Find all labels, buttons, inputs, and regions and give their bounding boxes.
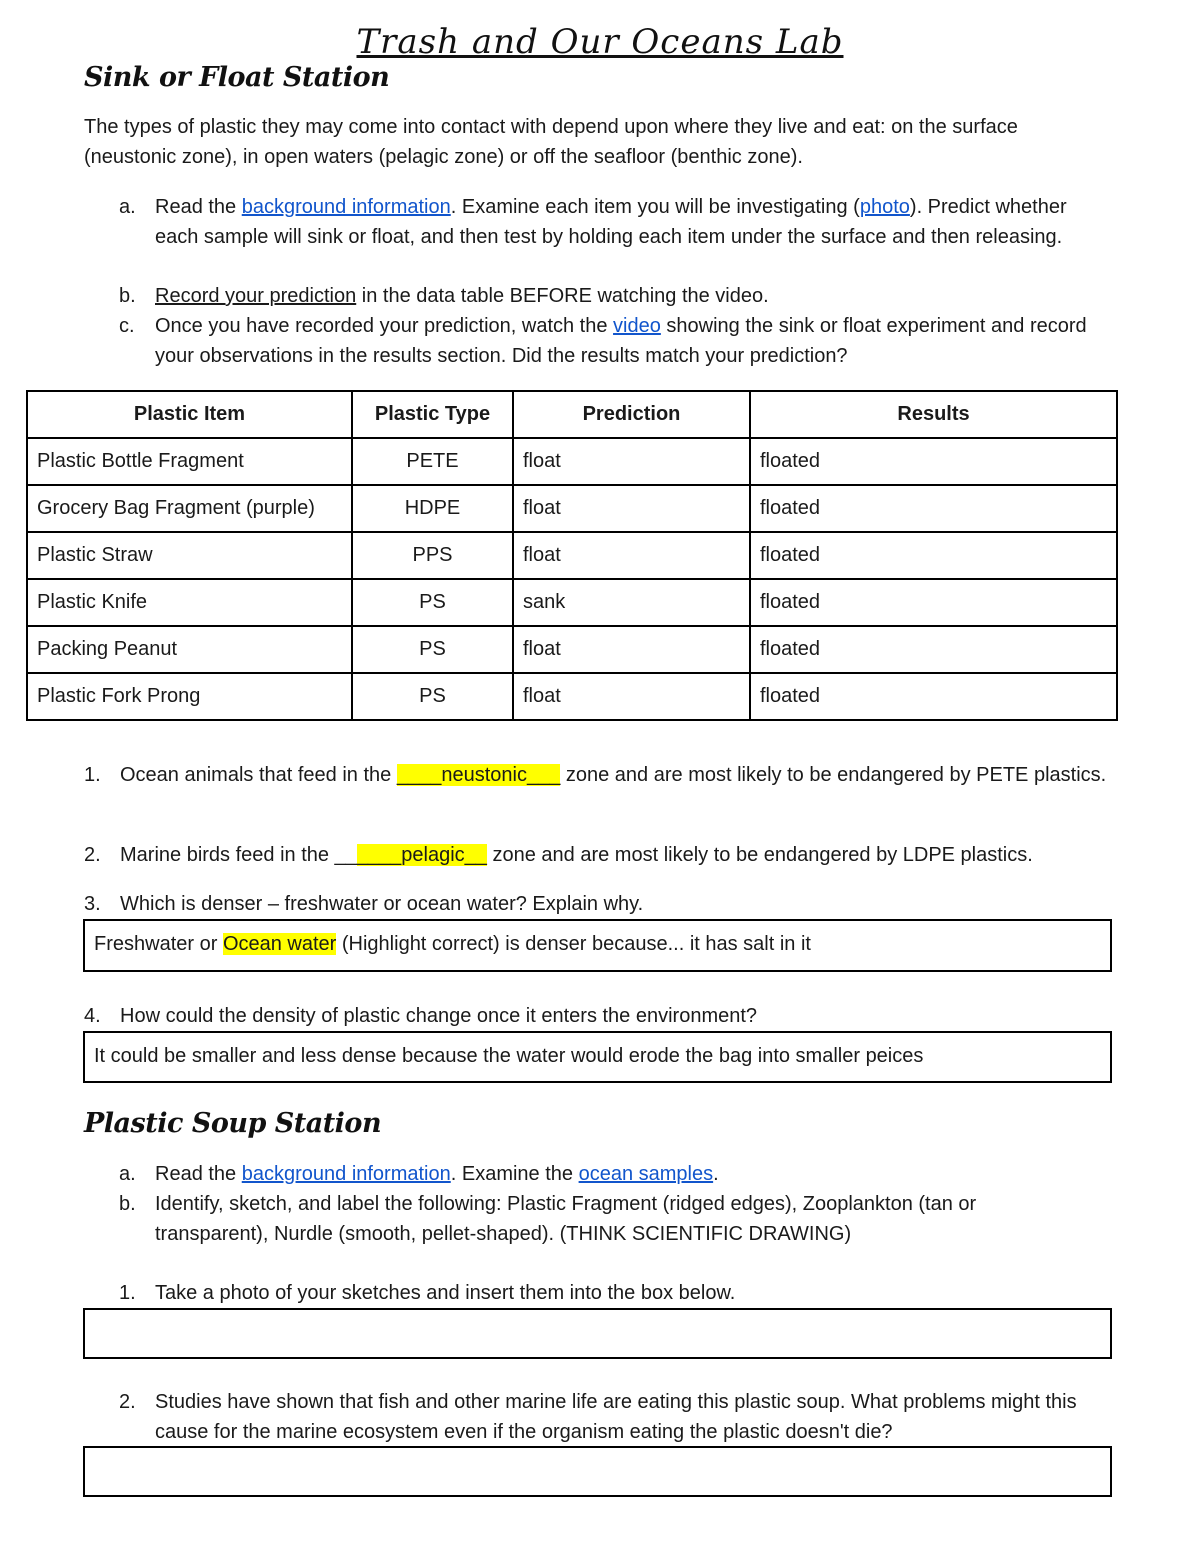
plastic-item-cell: Plastic Knife [27,579,352,626]
question-text: Studies have shown that fish and other marine life are eating this plastic soup. What problems might this cause for the marine ecosystem even if the organism eating the plastic doesn't die? [155,1391,1077,1443]
pelagic-answer[interactable]: ____pelagic__ [356,844,487,866]
question-number: 4. [84,1005,101,1027]
prediction-cell[interactable]: float [513,532,750,579]
question-number: 2. [119,1391,136,1413]
question-text: zone and are most likely to be endangered by PETE plastics. [560,764,1107,786]
plastic-type-cell: PS [352,626,513,673]
sink-float-data-table [26,390,1118,721]
background-information-link[interactable]: background information [241,1163,451,1185]
step-label: c. [119,315,135,337]
question-text: zone and are most likely to be endangered by LDPE plastics. [486,844,1033,866]
plastic-item-cell: Plastic Bottle Fragment [27,438,352,485]
answer-box-3[interactable] [83,919,1112,972]
section-heading-sink-float: Sink or Float Station [84,62,390,93]
column-header: Prediction [513,391,750,438]
prediction-cell[interactable]: float [513,438,750,485]
prediction-cell[interactable]: float [513,485,750,532]
question-number: 3. [84,893,101,915]
step-label: a. [119,1163,136,1185]
ocean-water-highlight: Ocean water [222,933,337,955]
answer-text: (Highlight correct) is denser because... it has salt in it [336,933,811,955]
results-cell[interactable]: floated [750,626,1117,673]
step-text: Identify, sketch, and label the following: Plastic Fragment (ridged edges), Zooplankton (tan or transparent), Nurdle (smooth, pellet-shaped). (THINK SCIENTIFIC DRAWING) [155,1193,977,1245]
neustonic-answer[interactable]: ____neustonic___ [396,764,561,786]
table-header-row [27,391,1117,438]
section-heading-plastic-soup: Plastic Soup Station [84,1108,382,1139]
plastic-item-cell: Grocery Bag Fragment (purple) [27,485,352,532]
question-text: Marine birds feed in the __ [120,844,357,866]
step-text: . [713,1163,719,1185]
table-row [27,438,1117,485]
results-cell[interactable]: floated [750,485,1117,532]
step-text: Read the [155,1163,242,1185]
table-row [27,532,1117,579]
step-text: Read the [155,196,242,218]
results-cell[interactable]: floated [750,438,1117,485]
answer-box-soup-2[interactable] [83,1446,1112,1497]
table-row [27,579,1117,626]
ocean-samples-link[interactable]: ocean samples [578,1163,714,1185]
step-label: a. [119,196,136,218]
plastic-type-cell: PS [352,673,513,720]
page-title: Trash and Our Oceans Lab [356,22,844,62]
question-number: 1. [84,764,101,786]
step-label: b. [119,285,136,307]
question-text: Ocean animals that feed in the [120,764,397,786]
plastic-type-cell: PETE [352,438,513,485]
plastic-item-cell: Plastic Fork Prong [27,673,352,720]
results-cell[interactable]: floated [750,673,1117,720]
results-cell[interactable]: floated [750,532,1117,579]
answer-text: Freshwater or [94,933,223,955]
prediction-cell[interactable]: float [513,673,750,720]
step-text: Once you have recorded your prediction, watch the [155,315,614,337]
question-text: Take a photo of your sketches and insert them into the box below. [155,1282,736,1304]
question-number: 1. [119,1282,136,1304]
background-information-link[interactable]: background information [241,196,451,218]
photo-link[interactable]: photo [859,196,910,218]
step-text: showing the sink or float experiment and record your observations in the results section. Did the results match your prediction? [155,315,1087,367]
plastic-item-cell: Plastic Straw [27,532,352,579]
plastic-item-cell: Packing Peanut [27,626,352,673]
question-number: 2. [84,844,101,866]
prediction-cell[interactable]: float [513,626,750,673]
column-header: Plastic Type [352,391,513,438]
step-label: b. [119,1193,136,1215]
record-prediction-text: Record your prediction [155,285,357,307]
column-header: Results [750,391,1117,438]
plastic-type-cell: PPS [352,532,513,579]
answer-box-4[interactable] [83,1031,1112,1083]
table-row [27,626,1117,673]
table-row [27,485,1117,532]
intro-paragraph: The types of plastic they may come into contact with depend upon where they live and eat: on the surface (neustonic zone), in open waters (pelagic zone) or off the seafloor (benthic zone). [84,116,1018,168]
plastic-type-cell: PS [352,579,513,626]
table-row [27,673,1117,720]
step-text: in the data table BEFORE watching the video. [356,285,769,307]
column-header: Plastic Item [27,391,352,438]
step-text: ). Predict whether each sample will sink or float, and then test by holding each item under the surface and then releasing. [155,196,1067,248]
step-text: . Examine each item you will be investigating ( [450,196,860,218]
prediction-cell[interactable]: sank [513,579,750,626]
video-link[interactable]: video [613,315,661,337]
step-text: . Examine the [450,1163,579,1185]
question-text: How could the density of plastic change once it enters the environment? [120,1005,758,1027]
answer-text: It could be smaller and less dense because the water would erode the bag into smaller peices [94,1045,924,1067]
question-text: Which is denser – freshwater or ocean water? Explain why. [120,893,644,915]
results-cell[interactable]: floated [750,579,1117,626]
sketch-photo-box[interactable] [83,1308,1112,1359]
plastic-type-cell: HDPE [352,485,513,532]
